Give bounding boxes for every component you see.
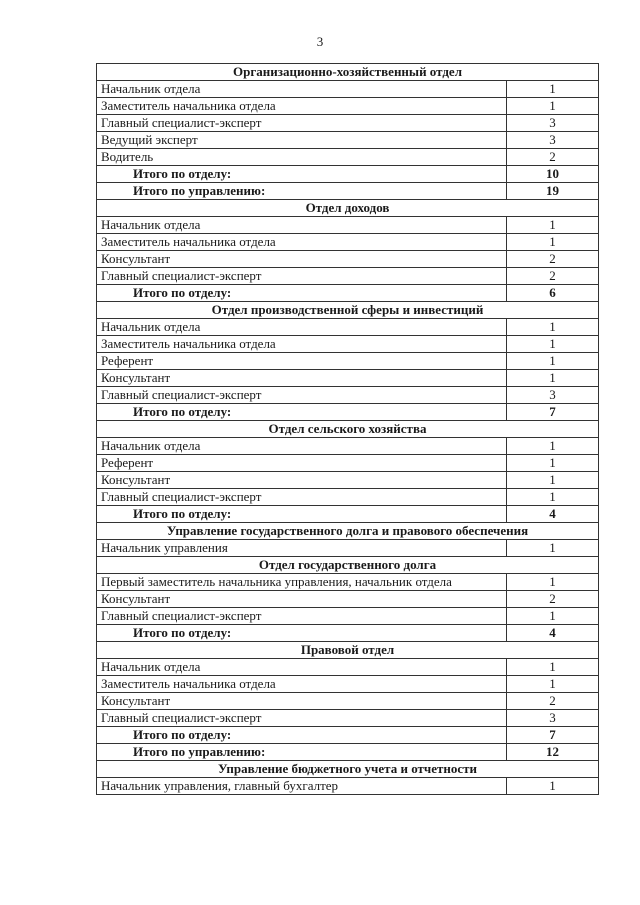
position-count: 3 bbox=[507, 115, 599, 132]
position-title: Начальник отдела bbox=[97, 81, 507, 98]
total-count: 6 bbox=[507, 285, 599, 302]
position-title: Заместитель начальника отдела bbox=[97, 676, 507, 693]
position-row bbox=[97, 778, 599, 795]
position-count: 1 bbox=[507, 370, 599, 387]
section-header-row bbox=[97, 557, 599, 574]
section-header-row bbox=[97, 761, 599, 778]
position-title: Главный специалист-эксперт bbox=[97, 268, 507, 285]
position-row bbox=[97, 455, 599, 472]
total-count: 19 bbox=[507, 183, 599, 200]
position-row bbox=[97, 353, 599, 370]
position-title: Заместитель начальника отдела bbox=[97, 336, 507, 353]
position-row bbox=[97, 676, 599, 693]
total-row bbox=[97, 625, 599, 642]
position-title: Начальник отдела bbox=[97, 217, 507, 234]
total-row bbox=[97, 404, 599, 421]
section-header-row bbox=[97, 64, 599, 81]
position-row bbox=[97, 387, 599, 404]
total-count: 4 bbox=[507, 506, 599, 523]
position-row bbox=[97, 591, 599, 608]
position-count: 1 bbox=[507, 353, 599, 370]
position-row bbox=[97, 659, 599, 676]
section-title: Организационно-хозяйственный отдел bbox=[97, 64, 599, 81]
position-title: Главный специалист-эксперт bbox=[97, 387, 507, 404]
total-label: Итого по управлению: bbox=[97, 744, 507, 761]
position-title: Начальник управления bbox=[97, 540, 507, 557]
position-count: 1 bbox=[507, 455, 599, 472]
position-row bbox=[97, 115, 599, 132]
position-row bbox=[97, 608, 599, 625]
total-count: 10 bbox=[507, 166, 599, 183]
position-count: 2 bbox=[507, 693, 599, 710]
position-count: 2 bbox=[507, 149, 599, 166]
position-title: Консультант bbox=[97, 251, 507, 268]
position-count: 1 bbox=[507, 234, 599, 251]
total-count: 4 bbox=[507, 625, 599, 642]
position-row bbox=[97, 472, 599, 489]
section-header-row bbox=[97, 421, 599, 438]
position-title: Ведущий эксперт bbox=[97, 132, 507, 149]
section-header-row bbox=[97, 642, 599, 659]
position-title: Главный специалист-эксперт bbox=[97, 115, 507, 132]
position-row bbox=[97, 217, 599, 234]
total-row bbox=[97, 183, 599, 200]
position-count: 1 bbox=[507, 336, 599, 353]
position-title: Начальник отдела bbox=[97, 319, 507, 336]
page-number: 3 bbox=[316, 34, 324, 49]
position-count: 3 bbox=[507, 132, 599, 149]
staff-table bbox=[96, 63, 599, 795]
position-count: 1 bbox=[507, 81, 599, 98]
section-title: Отдел сельского хозяйства bbox=[97, 421, 599, 438]
position-count: 2 bbox=[507, 591, 599, 608]
total-count: 7 bbox=[507, 404, 599, 421]
position-row bbox=[97, 370, 599, 387]
position-count: 1 bbox=[507, 438, 599, 455]
position-row bbox=[97, 336, 599, 353]
position-row bbox=[97, 693, 599, 710]
section-title: Отдел государственного долга bbox=[97, 557, 599, 574]
position-row bbox=[97, 489, 599, 506]
total-label: Итого по отделу: bbox=[97, 404, 507, 421]
total-label: Итого по отделу: bbox=[97, 166, 507, 183]
position-count: 3 bbox=[507, 710, 599, 727]
position-title: Консультант bbox=[97, 370, 507, 387]
section-header-row bbox=[97, 200, 599, 217]
total-row bbox=[97, 166, 599, 183]
section-header-row bbox=[97, 302, 599, 319]
position-title: Референт bbox=[97, 353, 507, 370]
position-count: 1 bbox=[507, 319, 599, 336]
position-count: 2 bbox=[507, 268, 599, 285]
total-label: Итого по управлению: bbox=[97, 183, 507, 200]
position-row bbox=[97, 710, 599, 727]
position-title: Консультант bbox=[97, 472, 507, 489]
total-label: Итого по отделу: bbox=[97, 506, 507, 523]
position-count: 1 bbox=[507, 98, 599, 115]
total-count: 7 bbox=[507, 727, 599, 744]
section-header-row bbox=[97, 523, 599, 540]
position-row bbox=[97, 132, 599, 149]
position-count: 1 bbox=[507, 778, 599, 795]
position-row bbox=[97, 319, 599, 336]
position-row bbox=[97, 98, 599, 115]
position-title: Главный специалист-эксперт bbox=[97, 608, 507, 625]
total-count: 12 bbox=[507, 744, 599, 761]
total-label: Итого по отделу: bbox=[97, 727, 507, 744]
position-row bbox=[97, 149, 599, 166]
section-title: Управление государственного долга и правового обеспечения bbox=[97, 523, 599, 540]
total-label: Итого по отделу: bbox=[97, 625, 507, 642]
total-row bbox=[97, 744, 599, 761]
position-title: Главный специалист-эксперт bbox=[97, 489, 507, 506]
position-title: Первый заместитель начальника управления, начальник отдела bbox=[97, 574, 507, 591]
position-count: 1 bbox=[507, 676, 599, 693]
position-count: 1 bbox=[507, 540, 599, 557]
position-title: Начальник отдела bbox=[97, 659, 507, 676]
position-title: Начальник отдела bbox=[97, 438, 507, 455]
section-title: Управление бюджетного учета и отчетности bbox=[97, 761, 599, 778]
position-count: 2 bbox=[507, 251, 599, 268]
total-row bbox=[97, 727, 599, 744]
position-title: Заместитель начальника отдела bbox=[97, 234, 507, 251]
position-row bbox=[97, 251, 599, 268]
position-row bbox=[97, 81, 599, 98]
position-row bbox=[97, 268, 599, 285]
position-title: Референт bbox=[97, 455, 507, 472]
position-title: Главный специалист-эксперт bbox=[97, 710, 507, 727]
position-count: 1 bbox=[507, 489, 599, 506]
total-label: Итого по отделу: bbox=[97, 285, 507, 302]
position-count: 1 bbox=[507, 608, 599, 625]
position-count: 3 bbox=[507, 387, 599, 404]
section-title: Правовой отдел bbox=[97, 642, 599, 659]
position-title: Начальник управления, главный бухгалтер bbox=[97, 778, 507, 795]
position-row bbox=[97, 574, 599, 591]
position-title: Водитель bbox=[97, 149, 507, 166]
section-title: Отдел доходов bbox=[97, 200, 599, 217]
total-row bbox=[97, 506, 599, 523]
position-title: Заместитель начальника отдела bbox=[97, 98, 507, 115]
position-row bbox=[97, 540, 599, 557]
position-title: Консультант bbox=[97, 693, 507, 710]
position-count: 1 bbox=[507, 659, 599, 676]
total-row bbox=[97, 285, 599, 302]
position-count: 1 bbox=[507, 574, 599, 591]
position-count: 1 bbox=[507, 217, 599, 234]
position-count: 1 bbox=[507, 472, 599, 489]
position-row bbox=[97, 438, 599, 455]
position-row bbox=[97, 234, 599, 251]
section-title: Отдел производственной сферы и инвестиций bbox=[97, 302, 599, 319]
staff-table-body bbox=[97, 64, 599, 795]
position-title: Консультант bbox=[97, 591, 507, 608]
